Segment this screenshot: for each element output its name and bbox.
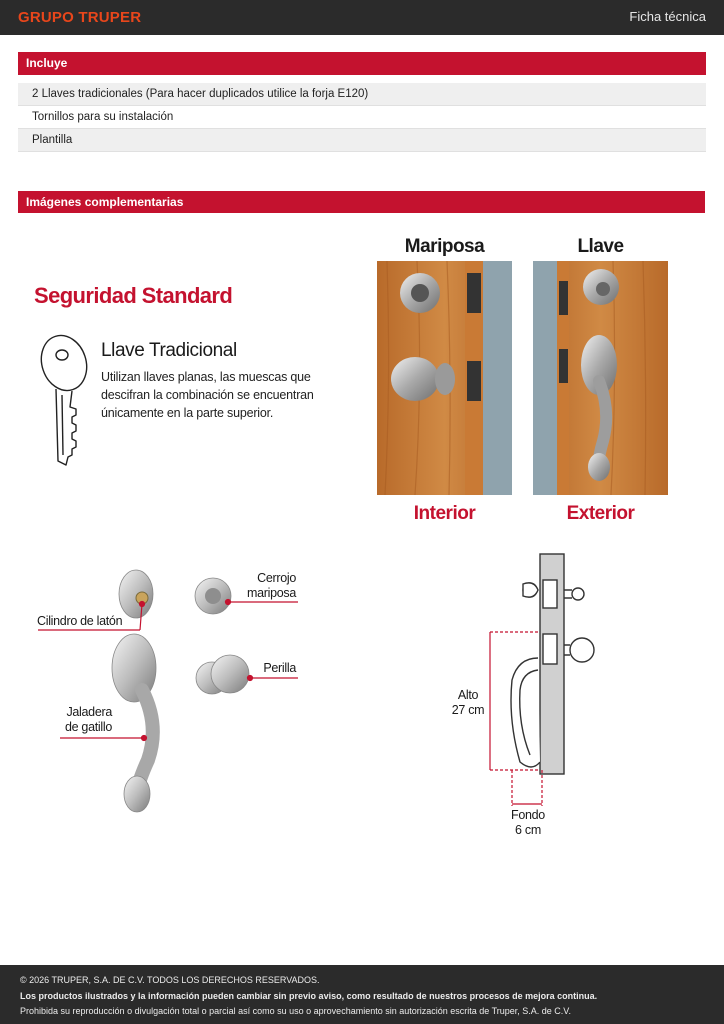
dim-depth-label: Fondo (511, 808, 545, 822)
photo-label-interior: Interior (413, 503, 476, 524)
key-description: Utilizan llaves planas, las muescas que descifran la combinación se encuentran únicamente en la parte superior. (101, 370, 314, 420)
truper-logo: GRUPO TRUPER (18, 9, 142, 26)
footer-copyright: © 2026 TRUPER, S.A. DE C.V. TODOS LOS DERECHOS RESERVADOS. (20, 975, 320, 985)
part-label-knob: Perilla (263, 661, 296, 675)
part-label-handle-2: de gatillo (64, 720, 112, 734)
security-title: Seguridad Standard (34, 283, 233, 308)
photo-label-mariposa: Mariposa (404, 236, 485, 257)
photo-label-exterior: Exterior (566, 503, 635, 524)
dim-depth-value: 6 cm (515, 823, 541, 837)
header-bar (0, 0, 724, 35)
interior-door-photo (377, 261, 512, 495)
part-label-bolt-1: Cerrojo (257, 571, 296, 585)
dim-height-value: 27 cm (451, 703, 485, 717)
part-label-cylinder: Cilindro de latón (37, 614, 123, 628)
part-label-handle-1: Jaladera (66, 705, 112, 719)
key-title: Llave Tradicional (101, 340, 237, 361)
includes-item: 2 Llaves tradicionales (Para hacer duplicados utilice la forja E120) (18, 83, 706, 106)
exterior-door-photo (533, 261, 668, 495)
footer-notice: Los productos ilustrados y la información pueden cambiar sin previo aviso, como resultado de nuestros procesos de mejora continua. (20, 991, 598, 1001)
dimensions-diagram (450, 550, 610, 810)
document-type: Ficha técnica (629, 9, 706, 24)
part-label-bolt-2: mariposa (246, 586, 296, 600)
photo-label-llave: Llave (577, 236, 624, 257)
dim-height-label: Alto (457, 688, 479, 702)
footer (0, 965, 724, 1024)
key-icon (36, 333, 92, 467)
footer-prohibition: Prohibida su reproducción o divulgación total o parcial así como su uso o aprovechamiento sin autorización escrita de Truper, S.A. de C.V. (20, 1006, 571, 1016)
images-section-title: Imágenes complementarias (18, 191, 705, 213)
includes-item: Plantilla (18, 129, 706, 152)
includes-item: Tornillos para su instalación (18, 106, 706, 129)
includes-section-title: Incluye (18, 52, 706, 75)
